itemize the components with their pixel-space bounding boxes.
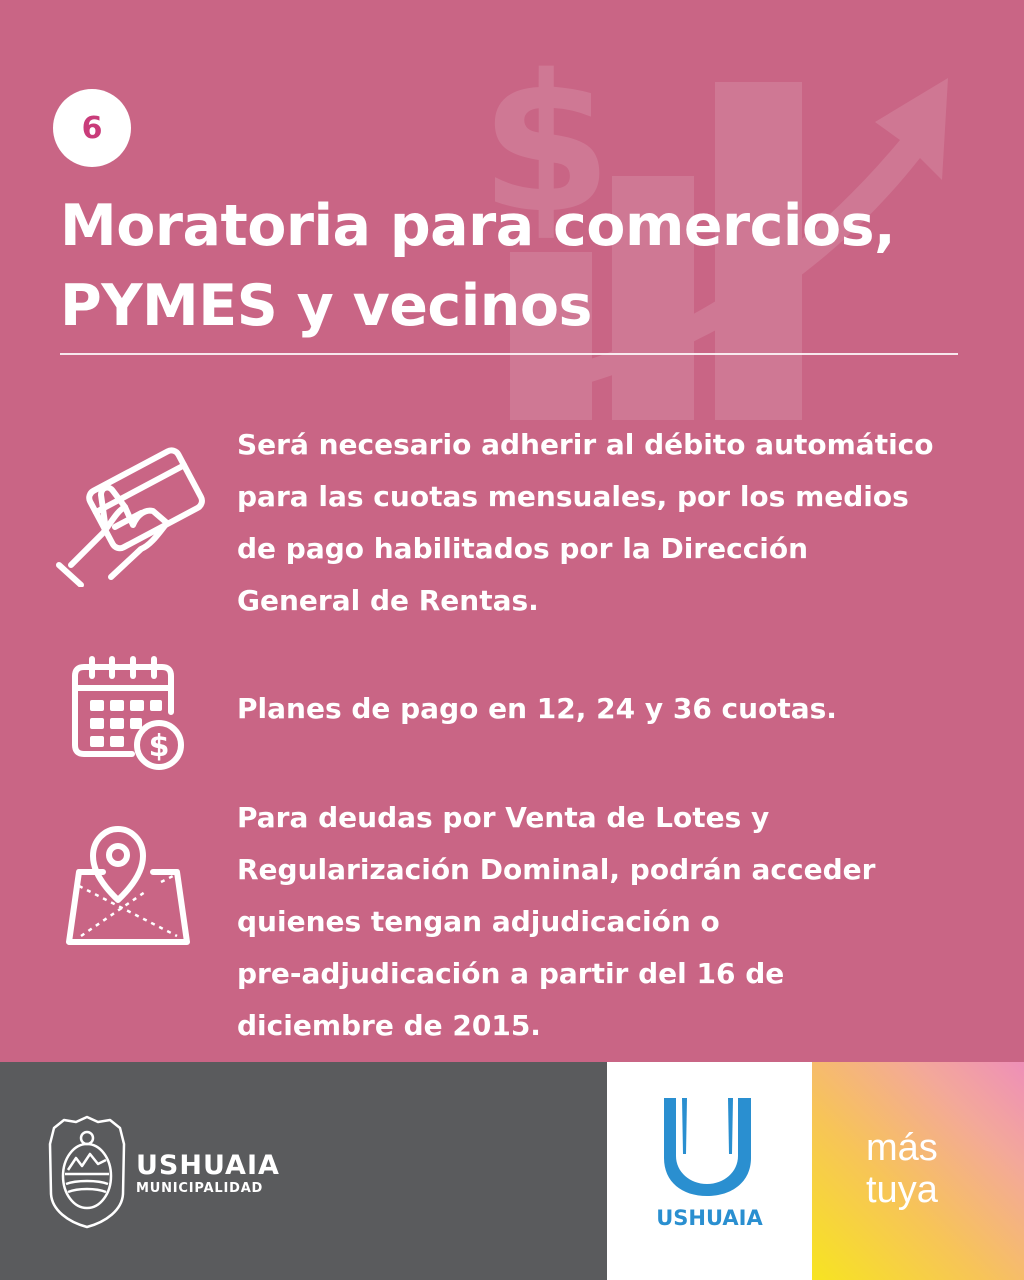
item-1-line: Será necesario adherir al débito automático xyxy=(237,428,934,461)
item-3-line: quienes tengan adjudicación o xyxy=(237,905,720,938)
item-plans-text xyxy=(237,683,977,735)
slogan-line-2: tuya xyxy=(866,1169,938,1211)
item-2-line: Planes de pago en 12, 24 y 36 cuotas. xyxy=(237,692,837,725)
title-divider xyxy=(60,353,958,355)
item-3-line: Regularización Dominal, podrán acceder xyxy=(237,853,876,886)
svg-text:$: $ xyxy=(480,34,613,255)
page-title xyxy=(60,186,980,346)
title-line-2: PYMES y vecinos xyxy=(60,273,592,339)
municipality-name: USHUAIA xyxy=(136,1150,280,1181)
slogan xyxy=(866,1127,938,1211)
item-1-line: de pago habilitados por la Dirección xyxy=(237,532,809,565)
municipality-subtitle: MUNICIPALIDAD xyxy=(136,1181,264,1196)
step-number: 6 xyxy=(81,110,103,146)
ushuaia-brand-wordmark: USHUAIA xyxy=(656,1206,763,1230)
item-lots-text xyxy=(237,792,977,1052)
svg-text:$: $ xyxy=(148,729,170,764)
municipality-shield-icon xyxy=(46,1114,128,1230)
slogan-line-1: más xyxy=(866,1127,938,1169)
item-3-line: pre-adjudicación a partir del 16 de xyxy=(237,957,785,990)
ushuaia-u-logo-icon xyxy=(660,1094,755,1199)
title-line-1: Moratoria para comercios, xyxy=(60,193,896,259)
item-1-line: General de Rentas. xyxy=(237,584,539,617)
hand-card-icon xyxy=(55,437,205,587)
step-number-badge xyxy=(53,89,131,167)
item-1-line: para las cuotas mensuales, por los medios xyxy=(237,480,909,513)
map-pin-icon xyxy=(65,826,193,946)
item-3-line: Para deudas por Venta de Lotes y xyxy=(237,801,770,834)
item-3-line: diciembre de 2015. xyxy=(237,1009,541,1042)
calendar-dollar-icon xyxy=(70,656,188,772)
item-debit-text xyxy=(237,419,977,627)
